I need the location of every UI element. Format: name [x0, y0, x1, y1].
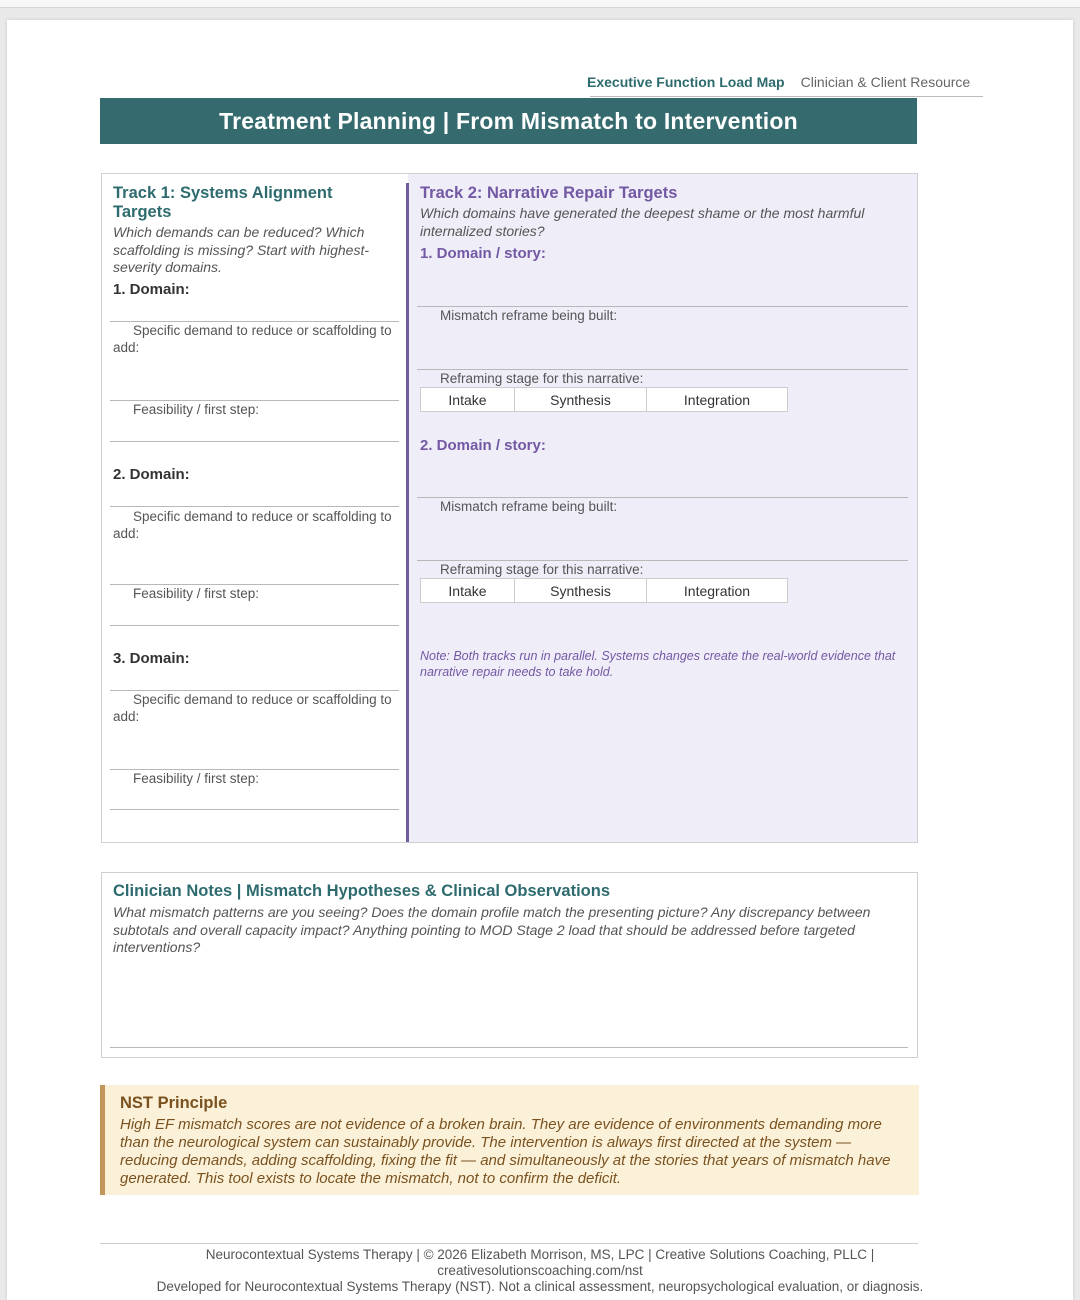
track1-feasibility-1-field[interactable] [110, 441, 399, 442]
notes-prompt: What mismatch patterns are you seeing? Does the domain profile match the presenting picture? Any discrepancy between subtotals and overall capacity impact? Anything pointing to MOD Stage 2 load that should be addressed before targeted interventions? [113, 904, 871, 955]
track2-prompt: Which domains have generated the deepest shame or the most harmful internalized stories? [420, 205, 865, 239]
notes-field[interactable] [110, 1047, 908, 1048]
track2-stage-2-label: Reframing stage for this narrative: [440, 562, 644, 577]
doc-title: Executive Function Load Map [587, 74, 785, 90]
track2-reframe-1-label: Mismatch reframe being built: [440, 308, 618, 323]
track1-domain-3-field[interactable] [110, 690, 399, 691]
track2-reframe-2-label: Mismatch reframe being built: [440, 499, 618, 514]
track2-stage-2-selector [420, 578, 788, 603]
track1-demand-1-field[interactable] [110, 400, 399, 401]
footer-rule [100, 1243, 918, 1244]
notes-title: Clinician Notes | Mismatch Hypotheses & Clinical Observations [113, 882, 610, 900]
stage-option-intake[interactable]: Intake [421, 388, 515, 411]
track1-domain-2-label: 2. Domain: [113, 466, 190, 483]
header-rule [590, 96, 983, 97]
stage-option-synthesis[interactable]: Synthesis [515, 388, 647, 411]
principle-text: High EF mismatch scores are not evidence of a broken brain. They are evidence of environments demanding more than the neurological system can sustainably provide. The intervention is always first directed at the system — reducing demands, adding scaffolding, fixing the fit — and simultaneously at the stories that years of mismatch have generated. This tool exists to locate the mismatch, not to confirm the deficit. [120, 1116, 891, 1187]
principle-title: NST Principle [120, 1094, 228, 1112]
track-divider [406, 183, 409, 842]
track2-reframe-1-field[interactable] [417, 369, 908, 370]
previous-page-edge [0, 0, 1080, 8]
resource-label: Clinician & Client Resource [800, 74, 971, 90]
track1-title: Track 1: Systems Alignment Targets [113, 184, 333, 221]
track1-feasibility-3-field[interactable] [110, 809, 399, 810]
track1-demand-2-field[interactable] [110, 584, 399, 585]
track1-feasibility-3-label: Feasibility / first step: [133, 771, 260, 786]
track2-story-1-field[interactable] [417, 306, 908, 307]
track1-domain-3-label: 3. Domain: [113, 650, 190, 667]
footer-disclaimer [150, 1279, 930, 1285]
stage-option-synthesis[interactable]: Synthesis [515, 579, 647, 602]
track2-story-1-label: 1. Domain / story: [420, 245, 546, 262]
track1-prompt: Which demands can be reduced? Which scaffolding is missing? Start with highest-severity domains. [113, 224, 369, 275]
track1-feasibility-2-field[interactable] [110, 625, 399, 626]
footer-credits [150, 1247, 930, 1279]
stage-option-integration[interactable]: Integration [683, 582, 751, 599]
track1-domain-1-field[interactable] [110, 321, 399, 322]
track1-demand-2-label: Specific demand to reduce or scaffolding to add: [113, 509, 392, 541]
track2-stage-1-selector [420, 387, 788, 412]
track2-story-2-label: 2. Domain / story: [420, 437, 546, 454]
track2-story-2-field[interactable] [417, 497, 908, 498]
track1-domain-1-label: 1. Domain: [113, 281, 190, 298]
track2-reframe-2-field[interactable] [417, 560, 908, 561]
track1-demand-1-label: Specific demand to reduce or scaffolding to add: [113, 323, 392, 355]
running-header [587, 74, 977, 90]
track1-domain-2-field[interactable] [110, 506, 399, 507]
track2-title: Track 2: Narrative Repair Targets [420, 184, 678, 202]
stage-option-integration[interactable]: Integration [683, 391, 751, 408]
track1-demand-3-field[interactable] [110, 769, 399, 770]
track1-demand-3-label: Specific demand to reduce or scaffolding to add: [113, 692, 392, 724]
section-banner: Treatment Planning | From Mismatch to Intervention [100, 98, 917, 144]
footer-line-1: Neurocontextual Systems Therapy | © 2026 Elizabeth Morrison, MS, LPC | Creative Solutions Coaching, PLLC | [205, 1247, 875, 1262]
track-note: Note: Both tracks run in parallel. Systems changes create the real-world evidence that narrative repair needs to take hold. [420, 649, 896, 679]
track1-feasibility-1-label: Feasibility / first step: [133, 402, 260, 417]
track2-stage-1-label: Reframing stage for this narrative: [440, 371, 644, 386]
footer-link[interactable]: creativesolutionscoaching.com/nst [437, 1263, 643, 1278]
stage-option-intake[interactable]: Intake [421, 579, 515, 602]
track1-feasibility-2-label: Feasibility / first step: [133, 586, 260, 601]
